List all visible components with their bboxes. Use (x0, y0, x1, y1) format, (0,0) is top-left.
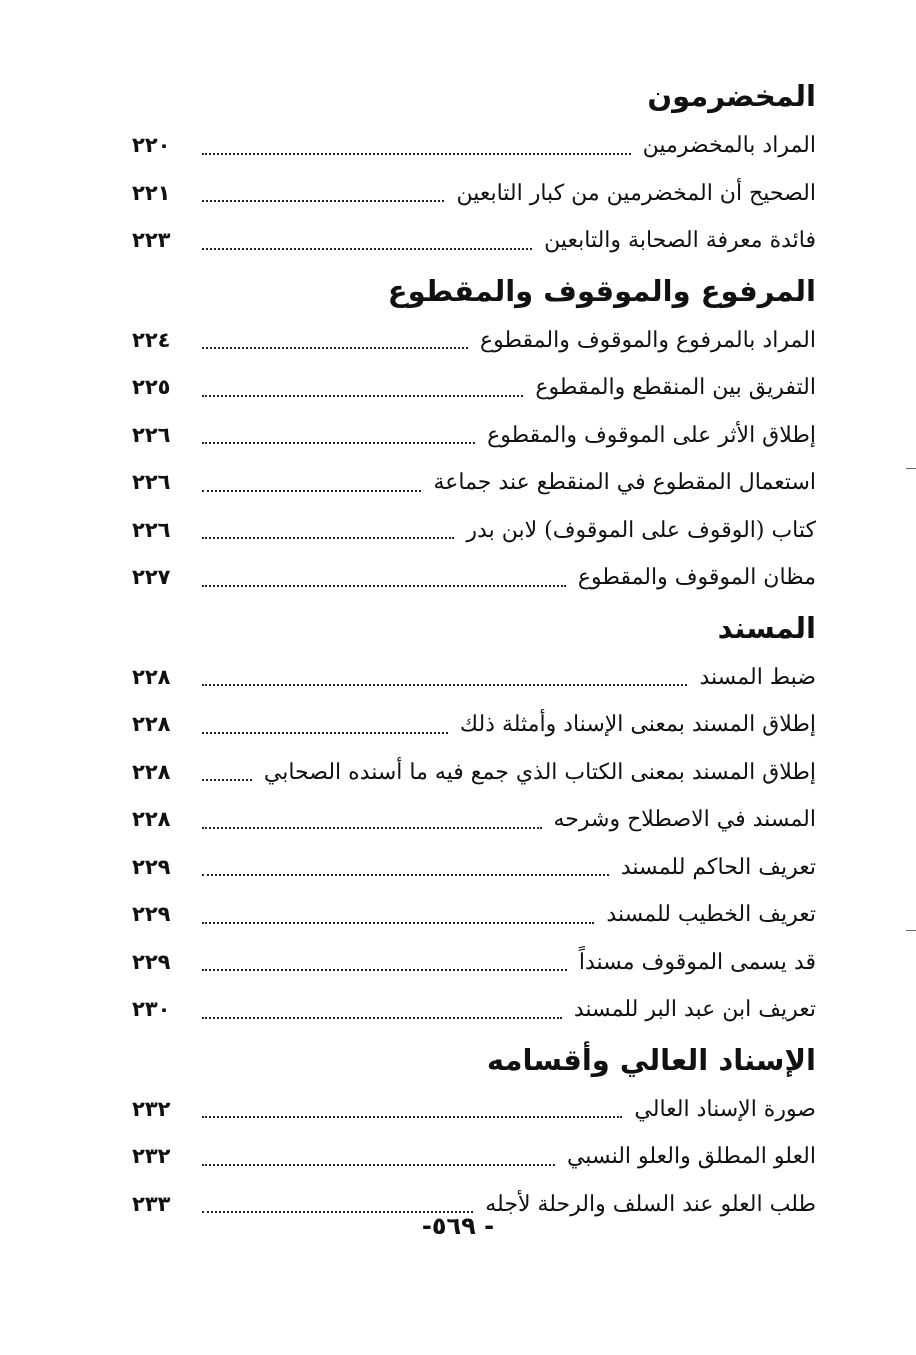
dot-leader (202, 490, 421, 492)
table-of-contents (132, 70, 816, 1228)
toc-entry (132, 844, 816, 892)
entry-title: تعريف ابن عبد البر للمسند (573, 997, 816, 1022)
page-number: - ٥٦٩- (421, 1212, 495, 1240)
dot-leader (202, 347, 468, 349)
scan-mark (906, 468, 916, 469)
entry-page-number: ٢٢٨ (132, 807, 171, 831)
entry-page-number: ٢٢٩ (132, 854, 171, 879)
scan-mark (906, 930, 916, 931)
dot-leader (202, 585, 566, 587)
entry-title: قد يسمى الموقوف مسنداً (578, 949, 816, 975)
entry-page-number: ٢٢٨ (132, 759, 171, 784)
entry-title: إطلاق الأثر على الموقوف والمقطوع (487, 422, 816, 448)
entry-title: صورة الإسناد العالي (634, 1096, 816, 1122)
entry-page-number: ٢٢٦ (132, 422, 171, 447)
toc-entry (132, 459, 816, 507)
dot-leader (202, 1017, 562, 1019)
toc-entry (132, 122, 816, 170)
toc-entry (132, 1133, 816, 1181)
dot-leader (202, 969, 567, 971)
toc-entry (132, 217, 816, 265)
dot-leader (202, 684, 687, 686)
entry-title: فائدة معرفة الصحابة والتابعين (544, 228, 816, 253)
section-heading: المسند (717, 610, 816, 645)
entry-page-number: ٢٢٤ (132, 327, 171, 352)
entry-title: المراد بالمرفوع والموقوف والمقطوع (480, 327, 816, 353)
dot-leader (202, 1164, 555, 1166)
dot-leader (202, 153, 631, 155)
toc-entry (132, 654, 816, 702)
entry-page-number: ٢٣٣ (132, 1191, 171, 1216)
entry-title: إطلاق المسند بمعنى الإسناد وأمثلة ذلك (459, 712, 816, 737)
entry-page-number: ٢٢٦ (132, 517, 171, 542)
entry-page-number: ٢٢١ (132, 180, 171, 205)
entry-title: التفريق بين المنقطع والمقطوع (535, 375, 816, 400)
entry-title: تعريف الخطيب للمسند (606, 902, 816, 927)
entry-title: مظان الموقوف والمقطوع (577, 565, 816, 590)
entry-title: العلو المطلق والعلو النسبي (566, 1144, 816, 1169)
toc-entry (132, 891, 816, 939)
toc-entry (132, 939, 816, 987)
toc-entry (132, 1086, 816, 1134)
entry-page-number: ٢٢٨ (132, 664, 171, 689)
entry-title: ضبط المسند (699, 664, 816, 690)
dot-leader (202, 779, 252, 781)
dot-leader (202, 442, 475, 444)
entry-title: الصحيح أن المخضرمين من كبار التابعين (456, 180, 816, 206)
entry-page-number: ٢٢٨ (132, 712, 171, 736)
dot-leader (202, 874, 609, 876)
toc-entry (132, 749, 816, 797)
dot-leader (202, 200, 444, 202)
dot-leader (202, 922, 594, 924)
entry-page-number: ٢٢٥ (132, 375, 171, 399)
entry-page-number: ٢٢٩ (132, 902, 171, 926)
entry-title: استعمال المقطوع في المنقطع عند جماعة (433, 470, 816, 495)
toc-entry (132, 554, 816, 602)
toc-entry (132, 507, 816, 555)
toc-entry (132, 412, 816, 460)
entry-page-number: ٢٢٦ (132, 470, 171, 494)
entry-title: المراد بالمخضرمين (642, 133, 816, 158)
toc-entry (132, 701, 816, 749)
entry-page-number: ٢٢٠ (132, 133, 171, 157)
entry-title: إطلاق المسند بمعنى الكتاب الذي جمع فيه ما أسنده الصحابي (263, 759, 816, 785)
section-heading: المخضرمون (647, 79, 816, 113)
dot-leader (202, 248, 532, 250)
entry-page-number: ٢٣٢ (132, 1096, 171, 1121)
entry-page-number: ٢٣٠ (132, 997, 171, 1021)
section-heading: الإسناد العالي وأقسامه (486, 1042, 816, 1077)
entry-title: المسند في الاصطلاح وشرحه (553, 807, 816, 832)
entry-title: طلب العلو عند السلف والرحلة لأجله (485, 1191, 816, 1217)
toc-entry (132, 986, 816, 1034)
entry-page-number: ٢٢٧ (132, 565, 171, 589)
entry-title: تعريف الحاكم للمسند (620, 854, 816, 880)
dot-leader (202, 395, 523, 397)
dot-leader (202, 827, 542, 829)
entry-title: كتاب (الوقوف على الموقوف) لابن بدر (466, 517, 816, 543)
entry-page-number: ٢٣٢ (132, 1144, 171, 1168)
entry-page-number: ٢٢٩ (132, 949, 171, 974)
dot-leader (202, 732, 448, 734)
dot-leader (202, 1116, 622, 1118)
toc-entry (132, 796, 816, 844)
toc-entry (132, 317, 816, 365)
section-heading: المرفوع والموقوف والمقطوع (387, 273, 816, 308)
toc-entry (132, 364, 816, 412)
toc-entry (132, 170, 816, 218)
entry-page-number: ٢٢٣ (132, 228, 171, 252)
dot-leader (202, 537, 454, 539)
